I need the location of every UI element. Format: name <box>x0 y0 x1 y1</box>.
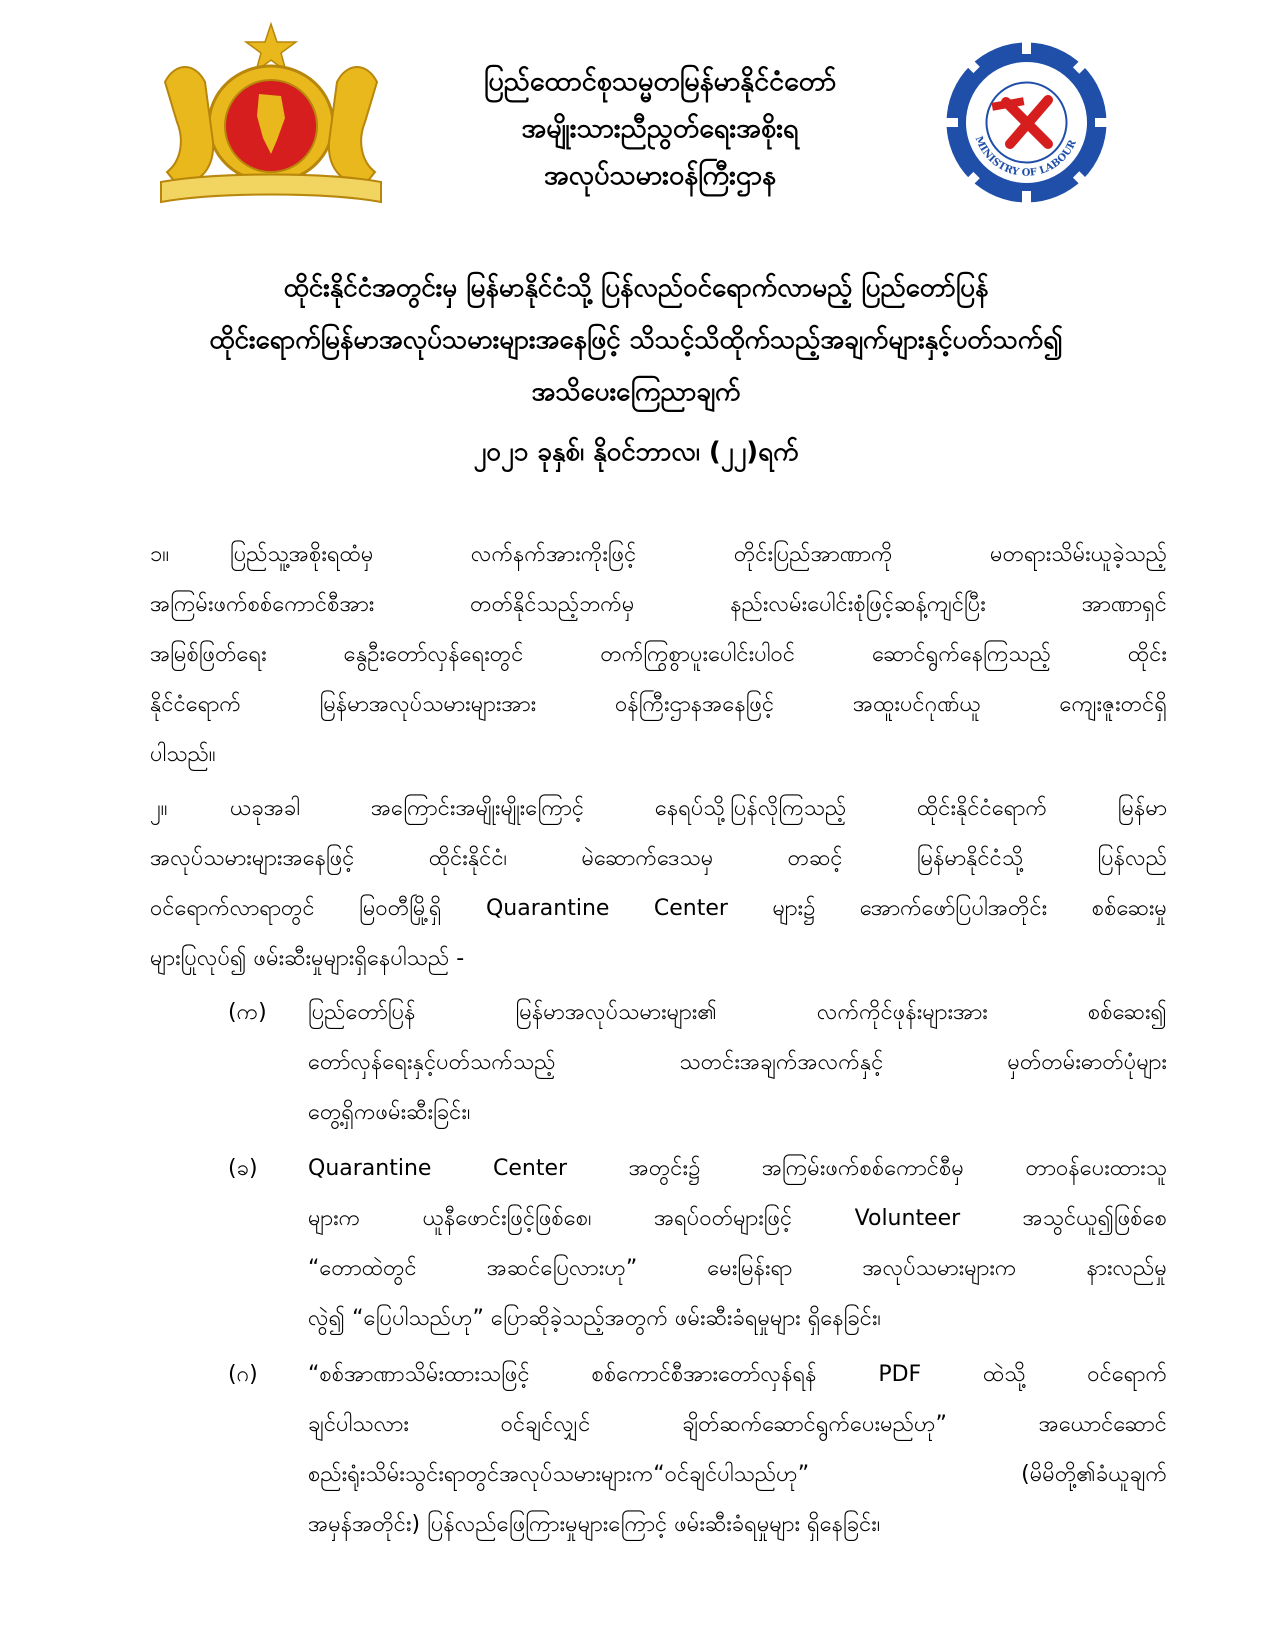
paragraph-line <box>150 784 1167 834</box>
list-item-line: တော်လှန်ရေးနှင့်ပတ်သက်သည့် သတင်းအချက်အလက်နှင့် မှတ်တမ်းဓာတ်ပုံများ <box>308 1050 1167 1075</box>
list-item-line: တွေ့ရှိကဖမ်းဆီးခြင်း၊ <box>308 1100 471 1125</box>
title-line: ထိုင်းရောက်မြန်မာအလုပ်သမားများအနေဖြင့် သိသင့်သိထိုက်သည့်အချက်များနှင့်ပတ်သက်၍ <box>209 325 1063 355</box>
list-item <box>150 988 1167 1138</box>
list-item-line: အမှန်အတိုင်း) ပြန်လည်ဖြေကြားမှုများကြောင့် ဖမ်းဆီးခံရမှုများ ရှိနေခြင်း၊ <box>308 1512 881 1537</box>
list-item-label: (ဂ) <box>228 1362 258 1387</box>
state-emblem-icon <box>155 22 387 208</box>
paragraph-number: ၂။ <box>150 796 168 821</box>
paragraph-line: များပြုလုပ်၍ ဖမ်းဆီးမှုများရှိနေပါသည် - <box>150 946 465 971</box>
paragraph-line <box>150 530 1167 580</box>
list-item-label: (က) <box>228 1000 267 1025</box>
list-item-line: ပြည်တော်ပြန် မြန်မာအလုပ်သမားများ၏ လက်ကိုင်ဖုန်းများအား စစ်ဆေး၍ <box>308 1000 1167 1025</box>
paragraph-line: ပါသည်။ <box>150 742 216 767</box>
list-item-line: ချင်ပါသလား ဝင်ချင်လျှင် ချိတ်ဆက်ဆောင်ရွက်ပေးမည်ဟု” အယောင်ဆောင် <box>308 1412 1167 1437</box>
list-item-line: “တောထဲတွင် အဆင်ပြေလားဟု” မေးမြန်းရာ အလုပ်သမားများက နားလည်မှု <box>308 1256 1167 1281</box>
ministry-of-labour-logo <box>944 40 1109 205</box>
list-item-line: များက ယူနီဖောင်းဖြင့်ဖြစ်စေ၊ အရပ်ဝတ်များဖြင့် Volunteer အသွင်ယူ၍ဖြစ်စေ <box>308 1206 1167 1231</box>
org-line: ပြည်ထောင်စုသမ္မတမြန်မာနိုင်ငံတော် <box>483 66 837 97</box>
paragraph-number: ၁။ <box>150 542 170 567</box>
paragraph-line: အလုပ်သမားများအနေဖြင့် ထိုင်းနိုင်ငံ၊ မဲဆောက်ဒေသမှ တဆင့် မြန်မာနိုင်ငံသို့ ပြန်လည် <box>150 846 1167 871</box>
title-line: ထိုင်းနိုင်ငံအတွင်းမှ မြန်မာနိုင်ငံသို့ ပြန်လည်ဝင်ရောက်လာမည့် ပြည်တော်ပြန် <box>283 273 989 303</box>
logo-text: MINISTRY OF LABOUR <box>972 134 1079 179</box>
list-item-label: (ခ) <box>228 1156 258 1181</box>
announcement-body <box>150 530 1167 1556</box>
list-item <box>150 1144 1167 1344</box>
org-line: အလုပ်သမားဝန်ကြီးဌာန <box>544 160 776 191</box>
paragraph-2 <box>150 784 1167 984</box>
list-item-line: “စစ်အာဏာသိမ်းထားသဖြင့် စစ်ကောင်စီအားတော်လှန်ရန် PDF ထဲသို့ ဝင်ရောက် <box>308 1362 1167 1387</box>
list-item-line: လွဲ၍ “ပြေပါသည်ဟု” ပြောဆိုခဲ့သည့်အတွက် ဖမ်းဆီးခံရမှုများ ရှိနေခြင်း၊ <box>308 1306 882 1331</box>
paragraph-text: ပြည်သူ့အစိုးရထံမှ လက်နက်အားကိုးဖြင့် တိုင်းပြည်အာဏာကို မတရားသိမ်းယူခဲ့သည့် <box>230 542 1167 567</box>
paragraph-line: အကြမ်းဖက်စစ်ကောင်စီအား တတ်နိုင်သည့်ဘက်မှ နည်းလမ်းပေါင်းစုံဖြင့်ဆန့်ကျင်ပြီး အာဏာရှင် <box>150 592 1167 617</box>
paragraph-line: ဝင်ရောက်လာရာတွင် မြဝတီမြို့ရှိ Quarantine Center များ၌ အောက်ဖော်ပြပါအတိုင်း စစ်ဆေးမှု <box>150 896 1167 921</box>
paragraph-text: ယခုအခါ အကြောင်းအမျိုးမျိုးကြောင့် နေရပ်သို့ပြန်လိုကြသည့် ထိုင်းနိုင်ငံရောက် မြန်မာ <box>230 796 1167 821</box>
list-item <box>150 1350 1167 1550</box>
announcement-date: ၂၀၂၁ ခုနှစ်၊ နိုဝင်ဘာလ၊ (၂၂)ရက် <box>473 437 799 467</box>
paragraph-1 <box>150 530 1167 780</box>
list-item-line: စည်းရုံးသိမ်းသွင်းရာတွင်အလုပ်သမားများက“ဝင်ချင်ပါသည်ဟု” (မိမိတို့၏ခံယူချက် <box>308 1462 1167 1487</box>
org-line: အမျိုးသားညီညွတ်ရေးအစိုးရ <box>521 113 799 144</box>
announcement-title <box>100 262 1172 478</box>
ministry-of-labour-logo-icon <box>944 40 1109 205</box>
title-line: အသိပေးကြေညာချက် <box>531 377 741 407</box>
paragraph-line: အမြစ်ဖြတ်ရေး နွေဦးတော်လှန်ရေးတွင် တက်ကြွစွာပူးပေါင်းပါဝင် ဆောင်ရွက်နေကြသည့် ထိုင်း <box>150 642 1167 667</box>
organization-header <box>390 58 930 199</box>
paragraph-line: နိုင်ငံရောက် မြန်မာအလုပ်သမားများအား ဝန်ကြီးဌာနအနေဖြင့် အထူးပင်ဂုဏ်ယူ ကျေးဇူးတင်ရှိ <box>150 692 1167 717</box>
state-emblem <box>155 22 387 208</box>
list-item-line: Quarantine Center အတွင်း၌ အကြမ်းဖက်စစ်ကောင်စီမှ တာဝန်ပေးထားသူ <box>308 1156 1167 1181</box>
